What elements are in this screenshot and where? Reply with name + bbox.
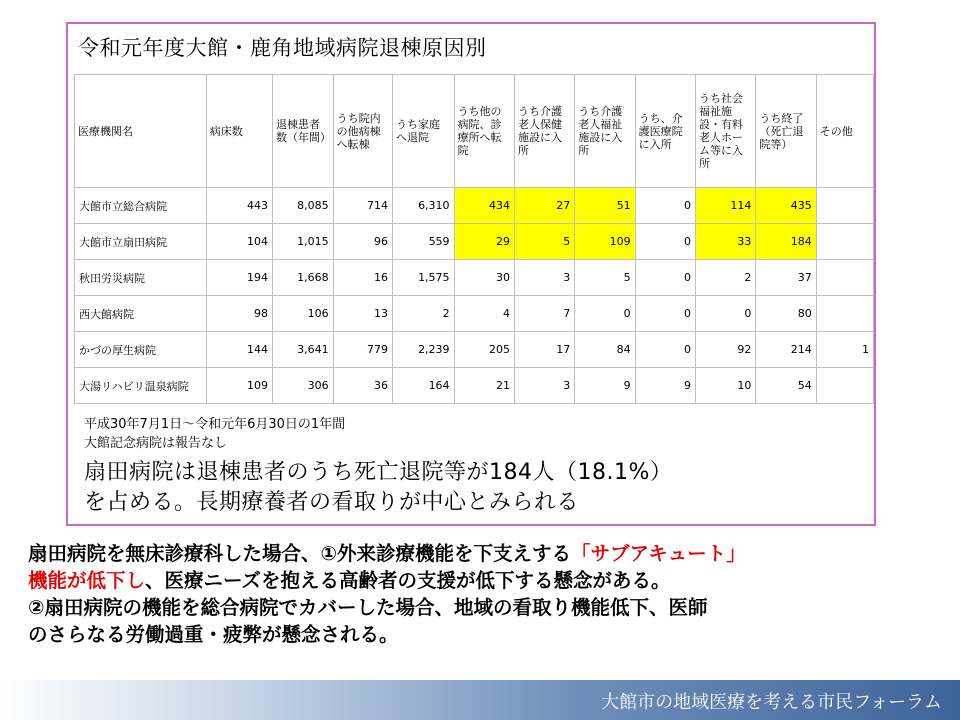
- highlighted-cell: 29: [454, 224, 514, 260]
- table-cell: 2: [695, 260, 755, 296]
- hospital-name-cell: 大館市立扇田病院: [75, 224, 207, 260]
- table-cell: 559: [393, 224, 455, 260]
- highlighted-cell: 27: [514, 188, 574, 224]
- commentary-text: 扇田病院を無床診療科した場合、①外来診療機能を下支えする: [28, 542, 572, 565]
- table-cell: 194: [206, 260, 272, 296]
- table-cell: 92: [695, 332, 755, 368]
- header-cell: うち院内の他病棟へ転棟: [333, 75, 392, 188]
- header-cell: 退棟患者数（年間）: [273, 75, 334, 188]
- highlighted-cell: 435: [756, 188, 816, 224]
- table-cell: 96: [333, 224, 392, 260]
- table-cell: 0: [635, 260, 695, 296]
- table-cell: 5: [575, 260, 635, 296]
- hospital-name-cell: 西大館病院: [75, 296, 207, 332]
- table-cell: 3,641: [273, 332, 334, 368]
- header-cell: うち終了（死亡退院等）: [756, 75, 816, 188]
- header-cell: うち家庭へ退院: [393, 75, 455, 188]
- panel-title: 令和元年度大館・鹿角地域病院退棟原因別: [78, 36, 487, 60]
- table-cell: 80: [756, 296, 816, 332]
- table-cell: 779: [333, 332, 392, 368]
- table-cell: 21: [454, 368, 514, 404]
- table-cell: 7: [514, 296, 574, 332]
- table-cell: 17: [514, 332, 574, 368]
- table-cell: 30: [454, 260, 514, 296]
- table-panel: [66, 22, 876, 526]
- header-cell: うち介護老人保健施設に入所: [514, 75, 574, 188]
- table-cell: 37: [756, 260, 816, 296]
- discharge-table: [74, 74, 874, 404]
- commentary: [28, 540, 948, 648]
- commentary-line-4: のさらなる労働過重・疲弊が懸念される。: [28, 623, 399, 646]
- table-cell: 8,085: [273, 188, 334, 224]
- header-cell: うち、介護医療院に入所: [635, 75, 695, 188]
- table-cell: 214: [756, 332, 816, 368]
- table-cell: 0: [635, 332, 695, 368]
- table-cell: 306: [273, 368, 334, 404]
- table-cell: 98: [206, 296, 272, 332]
- table-cell: 104: [206, 224, 272, 260]
- table-row: [75, 332, 874, 368]
- table-row: [75, 224, 874, 260]
- table-cell: [816, 260, 873, 296]
- table-cell: 0: [635, 188, 695, 224]
- table-cell: 9: [635, 368, 695, 404]
- highlighted-cell: 434: [454, 188, 514, 224]
- table-row: [75, 296, 874, 332]
- table-row: [75, 260, 874, 296]
- table-cell: 36: [333, 368, 392, 404]
- highlighted-cell: 33: [695, 224, 755, 260]
- commentary-line-2: [28, 567, 948, 594]
- commentary-line-1: [28, 540, 948, 567]
- highlighted-cell: 51: [575, 188, 635, 224]
- table-cell: 9: [575, 368, 635, 404]
- table-cell: 0: [635, 296, 695, 332]
- table-cell: 2,239: [393, 332, 455, 368]
- table-cell: 54: [756, 368, 816, 404]
- table-cell: 16: [333, 260, 392, 296]
- table-cell: 205: [454, 332, 514, 368]
- highlighted-cell: 109: [575, 224, 635, 260]
- table-cell: 4: [454, 296, 514, 332]
- summary-line-1: 扇田病院は退棟患者のうち死亡退院等が184人（18.1%）: [84, 460, 673, 485]
- highlighted-term: 「サブアキュート」: [571, 542, 746, 565]
- table-cell: 443: [206, 188, 272, 224]
- table-cell: 144: [206, 332, 272, 368]
- table-cell: 2: [393, 296, 455, 332]
- hospital-name-cell: かづの厚生病院: [75, 332, 207, 368]
- table-cell: [816, 224, 873, 260]
- table-row: [75, 188, 874, 224]
- hospital-name-cell: 大湯リハビリ温泉病院: [75, 368, 207, 404]
- commentary-line-3: ②扇田病院の機能を総合病院でカバーした場合、地域の看取り機能低下、医師: [28, 596, 708, 619]
- table-cell: 106: [273, 296, 334, 332]
- table-cell: 84: [575, 332, 635, 368]
- table-cell: 714: [333, 188, 392, 224]
- table-row: [75, 368, 874, 404]
- hospital-name-cell: 大館市立総合病院: [75, 188, 207, 224]
- highlighted-cell: 114: [695, 188, 755, 224]
- table-header-row: [75, 75, 874, 188]
- table-cell: 1,575: [393, 260, 455, 296]
- table-cell: 3: [514, 260, 574, 296]
- table-cell: [816, 296, 873, 332]
- highlighted-cell: 184: [756, 224, 816, 260]
- table-cell: 1: [816, 332, 873, 368]
- commentary-text: 、医療ニーズを抱える高齢者の支援が低下する懸念がある。: [145, 569, 671, 592]
- period-note: 平成30年7月1日～令和元年6月30日の1年間: [84, 417, 346, 432]
- highlighted-cell: 5: [514, 224, 574, 260]
- header-cell: 病床数: [206, 75, 272, 188]
- table-cell: 164: [393, 368, 455, 404]
- footer-bar: [0, 680, 960, 720]
- header-cell: うち介護老人福祉施設に入所: [575, 75, 635, 188]
- table-cell: 0: [575, 296, 635, 332]
- table-cell: [816, 368, 873, 404]
- table-cell: 109: [206, 368, 272, 404]
- header-cell: その他: [816, 75, 873, 188]
- table-cell: 1,015: [273, 224, 334, 260]
- table-cell: 6,310: [393, 188, 455, 224]
- hospital-name-cell: 秋田労災病院: [75, 260, 207, 296]
- table-cell: 13: [333, 296, 392, 332]
- table-cell: 3: [514, 368, 574, 404]
- highlighted-term: 機能が低下し: [28, 569, 146, 592]
- header-cell: 医療機関名: [75, 75, 207, 188]
- summary-line-2: を占める。長期療養者の看取りが中心とみられる: [84, 490, 580, 515]
- table-cell: 0: [635, 224, 695, 260]
- table-cell: [816, 188, 873, 224]
- table-cell: 10: [695, 368, 755, 404]
- footer-title: 大館市の地域医療を考える市民フォーラム: [601, 692, 942, 713]
- table-cell: 0: [695, 296, 755, 332]
- table-cell: 1,668: [273, 260, 334, 296]
- no-report-note: 大館記念病院は報告なし: [84, 436, 228, 451]
- header-cell: うち他の病院、診療所へ転院: [454, 75, 514, 188]
- header-cell: うち社会福祉施設・有料老人ホーム等に入所: [695, 75, 755, 188]
